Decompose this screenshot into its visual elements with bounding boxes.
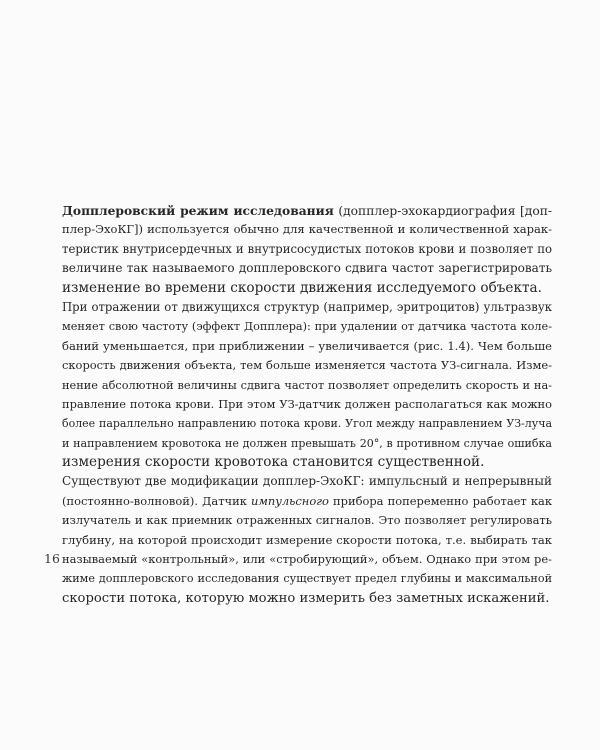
text-run: скорость движения объекта, тем больше изменяется частота УЗ-сигнала. Изме- (62, 358, 552, 373)
text-line (62, 550, 552, 569)
text-run: излучатель и как приемник отраженных сигналов. Это позволяет регулировать (62, 513, 552, 528)
text-line (62, 395, 552, 414)
text-line (62, 414, 552, 433)
text-run: баний уменьшается, при приближении – увеличивается (рис. 1.4). Чем больше (62, 338, 552, 353)
italic-term: импульсного (251, 493, 329, 508)
text-line (62, 511, 552, 530)
text-line (62, 298, 552, 317)
text-line (62, 589, 552, 608)
paragraph (62, 201, 552, 298)
text-run: изменение во времени скорости движения исследуемого объекта. (62, 279, 542, 296)
text-run: глубину, на которой происходит измерение скорости потока, т.е. выбирать так (62, 532, 552, 547)
page-number: 16 (44, 551, 60, 566)
text-run: Существуют две модификации допплер-ЭхоКГ: импульсный и непрерывный (62, 474, 552, 489)
text-run: скорости потока, которую можно измерить без заметных искажений. (62, 590, 550, 606)
text-line (62, 220, 552, 239)
text-run: прибора попеременно работает как (328, 493, 552, 508)
text-line (62, 492, 552, 511)
body-text (62, 201, 552, 608)
text-run: правление потока крови. При этом УЗ-датчик должен располагаться как можно (62, 396, 552, 411)
text-line (62, 337, 552, 356)
text-run: более параллельно направлению потока крови. Угол между направлением УЗ-луча (62, 417, 552, 431)
text-line (62, 201, 552, 220)
text-run: (допплер-эхокардиография [доп- (333, 204, 552, 218)
text-run: При отражении от движущихся структур (например, эритроцитов) ультразвук (62, 299, 552, 314)
text-run: теристик внутрисердечных и внутрисосудистых потоков крови и позволяет по (62, 241, 552, 256)
text-line (62, 317, 552, 336)
text-run: измерения скорости кровотока становится существенной. (62, 454, 485, 471)
text-run: плер-ЭхоКГ]) используется обычно для качественной и количественной харак- (62, 222, 552, 237)
text-line (62, 279, 552, 298)
text-run: нение абсолютной величины сдвига частот позволяет определить скорость и на- (62, 378, 552, 392)
text-line (62, 531, 552, 550)
bold-term: Допплеровский режим исследования (62, 203, 334, 218)
text-line (62, 453, 552, 472)
text-run: величине так называемого допплеровского сдвига частот зарегистрировать (62, 261, 552, 276)
text-run: жиме допплеровского исследования существует предел глубины и максимальной (62, 572, 552, 586)
text-line (62, 472, 552, 491)
text-run: называемый «контрольный», или «стробирующий», объем. Однако при этом ре- (62, 552, 552, 567)
text-line (62, 434, 552, 453)
text-run: меняет свою частоту (эффект Допплера): при удалении от датчика частота коле- (62, 320, 552, 334)
text-line (62, 240, 552, 259)
paragraph (62, 298, 552, 473)
text-line (62, 356, 552, 375)
text-run: и направлением кровотока не должен превышать 20°, в противном случае ошибка (62, 436, 552, 450)
text-line (62, 569, 552, 588)
paragraph (62, 472, 552, 608)
text-run: (постоянно-волновой). Датчик (62, 493, 252, 508)
text-line (62, 259, 552, 278)
text-line (62, 376, 552, 395)
